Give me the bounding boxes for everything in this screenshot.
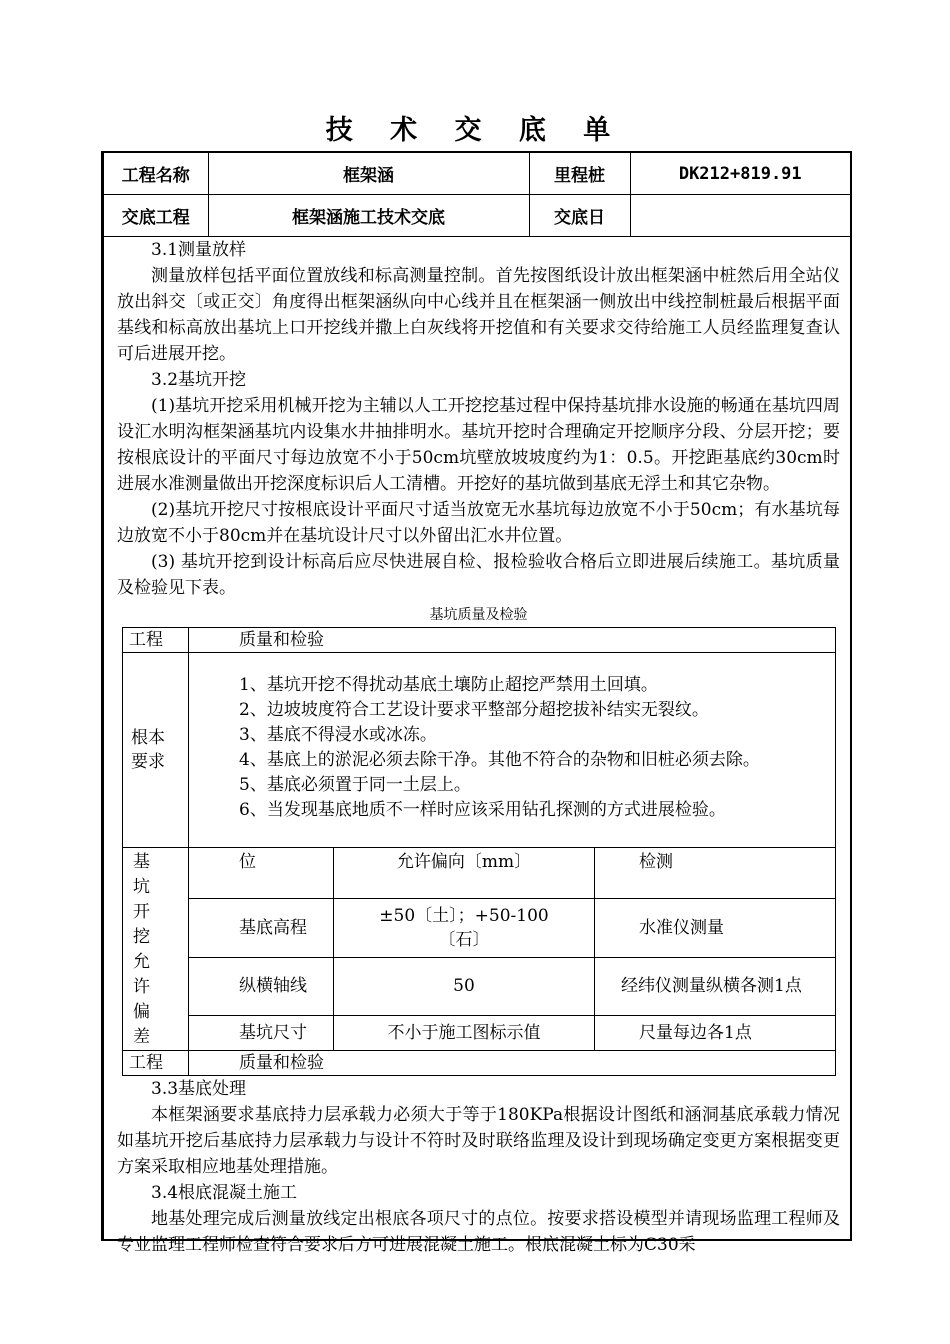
table-header-item: 工程 bbox=[123, 628, 189, 653]
section-3-2-item-2: (2)基坑开挖尺寸按根底设计平面尺寸适当放宽无水基坑每边放宽不小于50cm；有水基坑每边放宽不小于80cm并在基坑设计尺寸以外留出汇水井位置。 bbox=[117, 500, 840, 546]
deviation-row-item: 基坑尺寸 bbox=[189, 1015, 334, 1050]
section-3-4-title: 3.4根底混凝土施工 bbox=[151, 1183, 298, 1203]
header-table bbox=[104, 153, 850, 237]
requirement-item: 1、基坑开挖不得扰动基底土壤防止超挖严禁用土回填。 bbox=[239, 675, 658, 695]
deviation-col-item: 位 bbox=[189, 848, 334, 899]
table-footer-content: 质量和检验 bbox=[189, 1051, 836, 1076]
deviation-col-method: 检测 bbox=[595, 848, 836, 899]
table-footer-item: 工程 bbox=[123, 1051, 189, 1076]
table-header-content: 质量和检验 bbox=[189, 628, 836, 653]
deviation-row-value: ±50〔土〕；+50-100〔石〕 bbox=[334, 899, 595, 957]
section-3-4-text: 地基处理完成后测量放线定出根底各项尺寸的点位。按要求搭设模型并请现场监理工程师及专业监理工程师检查符合要求后方可进展混凝土施工。根底混凝土标为C30采 bbox=[117, 1209, 840, 1255]
deviation-row-value: 不小于施工图标示值 bbox=[334, 1015, 595, 1050]
requirement-item: 6、当发现基底地质不一样时应该采用钻孔探测的方式进展检验。 bbox=[239, 800, 726, 820]
mileage-value: DK212+819.91 bbox=[630, 153, 850, 195]
deviation-label: 基坑开挖允许偏差 bbox=[123, 848, 189, 1051]
page-title: 技 术 交 底 单 bbox=[325, 115, 625, 146]
disclosure-form bbox=[101, 151, 852, 1255]
project-name-value: 框架涵 bbox=[208, 153, 529, 195]
section-3-3-title: 3.3基底处理 bbox=[151, 1079, 247, 1099]
section-3-2-item-3: (3) 基坑开挖到设计标高后应尽快进展自检、报检验收合格后立即进展后续施工。基坑质量及检验见下表。 bbox=[117, 552, 840, 598]
section-3-2-title: 3.2基坑开挖 bbox=[151, 370, 247, 390]
section-3-2-item-1: (1)基坑开挖采用机械开挖为主辅以人工开挖挖基过程中保持基坑排水设施的畅通在基坑四周设汇水明沟框架涵基坑内设集水井抽排明水。基坑开挖时合理确定开挖顺序分段、分层开挖；要按根底设计的平面尺寸每边放宽不小于50cm坑壁放坡坡度约为1：0.5。开挖距基底约30cm时进展水准测量做出开挖深度标识后人工清槽。开挖好的基坑做到基底无浮土和其它杂物。 bbox=[117, 396, 840, 494]
section-3-1-title: 3.1测量放样 bbox=[151, 240, 247, 260]
deviation-row-item: 基底高程 bbox=[189, 899, 334, 957]
mileage-label: 里程桩 bbox=[529, 153, 630, 195]
date-label: 交底日 bbox=[529, 195, 630, 237]
requirement-item: 5、基底必须置于同一土层上。 bbox=[239, 775, 471, 795]
deviation-row-method: 经纬仪测量纵横各测1点 bbox=[595, 957, 836, 1015]
work-value: 框架涵施工技术交底 bbox=[208, 195, 529, 237]
requirement-item: 4、基底上的淤泥必须去除干净。其他不符合的杂物和旧桩必须去除。 bbox=[239, 750, 760, 770]
requirement-item: 2、边坡坡度符合工艺设计要求平整部分超挖拔补结实无裂纹。 bbox=[239, 700, 709, 720]
basic-requirements-label: 根本要求 bbox=[123, 653, 189, 848]
deviation-row-value: 50 bbox=[334, 957, 595, 1015]
disclosure-content bbox=[104, 237, 850, 1258]
quality-table bbox=[122, 627, 836, 1076]
table-caption: 基坑质量及检验 bbox=[429, 607, 528, 623]
deviation-col-value: 允许偏向〔mm〕 bbox=[334, 848, 595, 899]
basic-requirements-list bbox=[189, 653, 836, 848]
work-label: 交底工程 bbox=[104, 195, 208, 237]
date-value bbox=[630, 195, 850, 237]
section-3-1-text: 测量放样包括平面位置放线和标高测量控制。首先按图纸设计放出框架涵中桩然后用全站仪放出斜交〔或正交〕角度得出框架涵纵向中心线并且在框架涵一侧放出中线控制桩最后根据平面基线和标高放出基坑上口开挖线并撒上白灰线将开挖值和有关要求交待给施工人员经监理复查认可后进展开挖。 bbox=[117, 266, 840, 364]
project-name-label: 工程名称 bbox=[104, 153, 208, 195]
section-3-3-text: 本框架涵要求基底持力层承载力必须大于等于180KPa根据设计图纸和涵洞基底承载力情况如基坑开挖后基底持力层承载力与设计不符时及时联络监理及设计到现场确定变更方案根据变更方案采取相应地基处理措施。 bbox=[117, 1105, 840, 1177]
requirement-item: 3、基底不得浸水或冰冻。 bbox=[239, 725, 437, 745]
deviation-row-method: 水准仪测量 bbox=[595, 899, 836, 957]
deviation-row-method: 尺量每边各1点 bbox=[595, 1015, 836, 1050]
deviation-row-item: 纵横轴线 bbox=[189, 957, 334, 1015]
